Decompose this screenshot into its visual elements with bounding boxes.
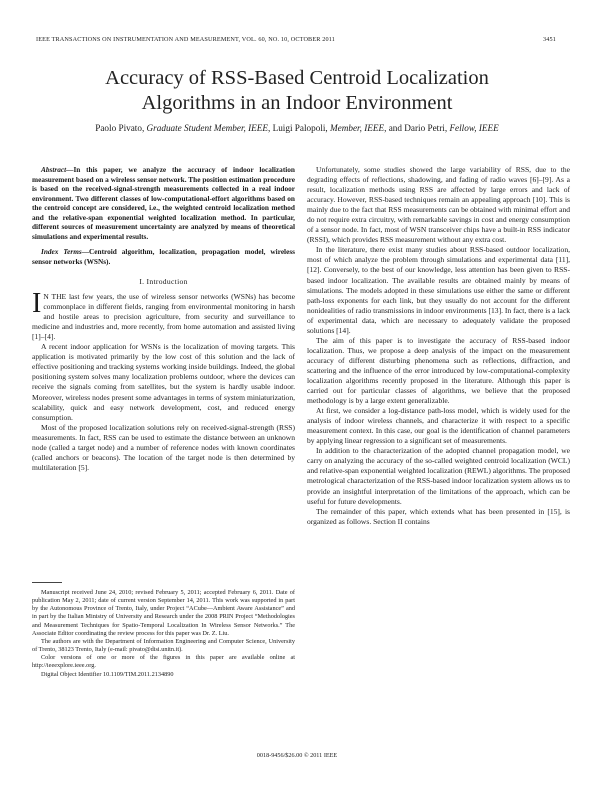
body-paragraph-2: In the literature, there exist many studies about RSS-based outdoor localization, most of which analyze the problem through simulations and experimental data [11], [12]. Conversely, to the best of our knowledge, less attention has been given to RSS-based indoor localization. The available results are obtained mainly by means of simulations. The models adopted in these simulations use either the same or different path-loss exponents for each link, but they usually do not account for the different nonidealities of radio transmissions in indoor environments [13]. In fact, there is a lack of experimental data, which are necessary to adequately validate the proposed solutions [14]. — [307, 245, 570, 335]
abstract — [32, 165, 295, 241]
body-paragraph-5: In addition to the characterization of the adopted channel propagation model, we carry on analyzing the accuracy of the so-called weighted centroid localization (WCL) and relative-span exponential weighted localization (REWL) algorithms. The proposed metrological characterization of the RSS-based indoor localization system allows us to provide an insightful interpretation of the limitations of the approach, which can be useful for future developments. — [307, 446, 570, 506]
author-1-name: Paolo Pivato, — [95, 123, 145, 133]
intro-paragraph-1-text: N THE last few years, the use of wireless sensor networks (WSNs) has become commonplace in different fields, ranging from environmental monitoring in harsh and hostile areas to precision agriculture, from security and surveillance to medicine and industries and, more recently, from home automation and assisted living [1]–[4]. — [32, 292, 295, 342]
intro-paragraph-3: Most of the proposed localization solutions rely on received-signal-strength (RSS) measurements. In fact, RSS can be used to estimate the distance between an unknown node (called a target node) and a number of reference nodes with known coordinates (called anchors or beacons). The location of the target node is then determined by multilateration [5]. — [32, 422, 295, 472]
footnote-doi: Digital Object Identifier 10.1109/TIM.2011.2134890 — [41, 670, 174, 678]
abstract-text: —In this paper, we analyze the accuracy of indoor localization measurement based on a wireless sensor network. The position estimation procedure is based on the received-signal-strength measurements collected in a real indoor environment. Two different classes of low-computational-effort algorithms based on the centroid concept are considered, i.e., the weighted centroid localization method and the relative-span exponential weighted localization method. In particular, different sources of measurement uncertainty are analyzed by means of theoretical simulations and experimental results. — [32, 165, 295, 241]
author-1-role: Graduate Student Member, IEEE — [146, 123, 268, 133]
intro-paragraph-1 — [32, 288, 295, 342]
intro-paragraph-2: A recent indoor application for WSNs is the localization of moving targets. This application is motivated primarily by the low cost of this solution and the lack of effective positioning and tracking systems working inside buildings. Indeed, the global positioning system solves many localization problems outdoor, where the devices can receive the signals coming from satellites, but the system is hardly usable indoor. Moreover, wireless nodes present some advantages in terms of system miniaturization, scalability, quick and easy network development, cost, and reduced energy consumption. — [32, 342, 295, 422]
page-number: 3451 — [543, 36, 556, 43]
right-column — [307, 165, 570, 527]
footnote-affiliation: The authors are with the Department of Information Engineering and Computer Science, University of Trento, 38123 Trento, Italy (e-mail: pivato@disi.unitn.it). — [32, 637, 295, 654]
footnotes — [32, 582, 295, 679]
paper-title — [0, 66, 594, 116]
index-terms-text: —Centroid algorithm, localization, propagation model, wireless sensor networks (WSNs). — [32, 247, 295, 266]
body-paragraph-1: Unfortunately, some studies showed the large variability of RSS, due to the degrading effects of reflections, shadowing, and fading of radio waves [6]–[9]. As a result, localization methods using RSS are affected by large errors and lack of accuracy. However, RSS-based techniques remain an appealing approach [10]. This is mainly due to the fact that RSS measurements can be obtained with minimal effort and do not require extra circuitry, with remarkable savings in cost and energy consumption of a sensor node. In fact, most of WSN transceiver chips have a built-in RSS indicator (RSSI), which provides RSS measurement without any extra cost. — [307, 165, 570, 245]
title-line-1: Accuracy of RSS-Based Centroid Localization — [105, 67, 489, 89]
copyright-footer: 0018-9456/$26.00 © 2011 IEEE — [256, 752, 338, 759]
left-column — [32, 165, 295, 473]
footnote-divider — [32, 582, 62, 583]
footnote-color: Color versions of one or more of the figures in this paper are available online at http://ieeexplore.ieee.org. — [32, 654, 295, 670]
author-list — [0, 123, 594, 133]
journal-header: IEEE TRANSACTIONS ON INSTRUMENTATION AND MEASUREMENT, VOL. 60, NO. 10, OCTOBER 2011 — [36, 36, 335, 43]
drop-cap: I — [32, 288, 42, 320]
footnote-manuscript: Manuscript received June 24, 2010; revised February 5, 2011; accepted February 6, 2011. Date of publication May 2, 2011; date of current version September 14, 2011. This work was supported in part by the Autonomous Province of Trento, Italy, under Project “ACube—Ambient Aware Assistance” and in part by the Italian Ministry of University and Research under the 2008 PRIN Project “Methodologies and Measurement Techniques for Spatio-Temporal Localization In Wireless Sensor Networks.” The Associate Editor coordinating the review process for this paper was Dr. Z. Liu. — [32, 589, 295, 637]
author-2-role: Member, IEEE — [330, 123, 385, 133]
body-paragraph-6: The remainder of this paper, which extends what has been presented in [15], is organized as follows. Section II contains — [307, 506, 570, 526]
author-3-role: Fellow, IEEE — [449, 123, 499, 133]
index-terms-label: Index Terms — [41, 247, 82, 256]
abstract-label: Abstract — [41, 165, 67, 174]
author-2-name: , Luigi Palopoli, — [268, 123, 328, 133]
author-3-name: , and Dario Petri, — [384, 123, 448, 133]
body-paragraph-3: The aim of this paper is to investigate the accuracy of RSS-based indoor localization. Thus, we propose a deep analysis of the impact on the measurement accuracy of different disturbing phenomena such as reflections, diffraction, and scattering and the influence of the error introduced by low-computational-complexity localization algorithms recently proposed in the literature. Although this paper is carried out for particular classes of algorithms, we believe that the proposed methodology is by a large extent generalizable. — [307, 335, 570, 406]
body-paragraph-4: At first, we consider a log-distance path-loss model, which is widely used for the analysis of indoor wireless channels, and characterize it with respect to a specific measurement context. In this case, our goal is the identification of channel parameters by applying linear regression to a significant set of measurements. — [307, 406, 570, 446]
section-heading-introduction: I. Introduction — [139, 277, 188, 286]
title-line-2: Algorithms in an Indoor Environment — [141, 92, 453, 114]
index-terms — [32, 247, 295, 266]
running-header — [36, 36, 556, 43]
